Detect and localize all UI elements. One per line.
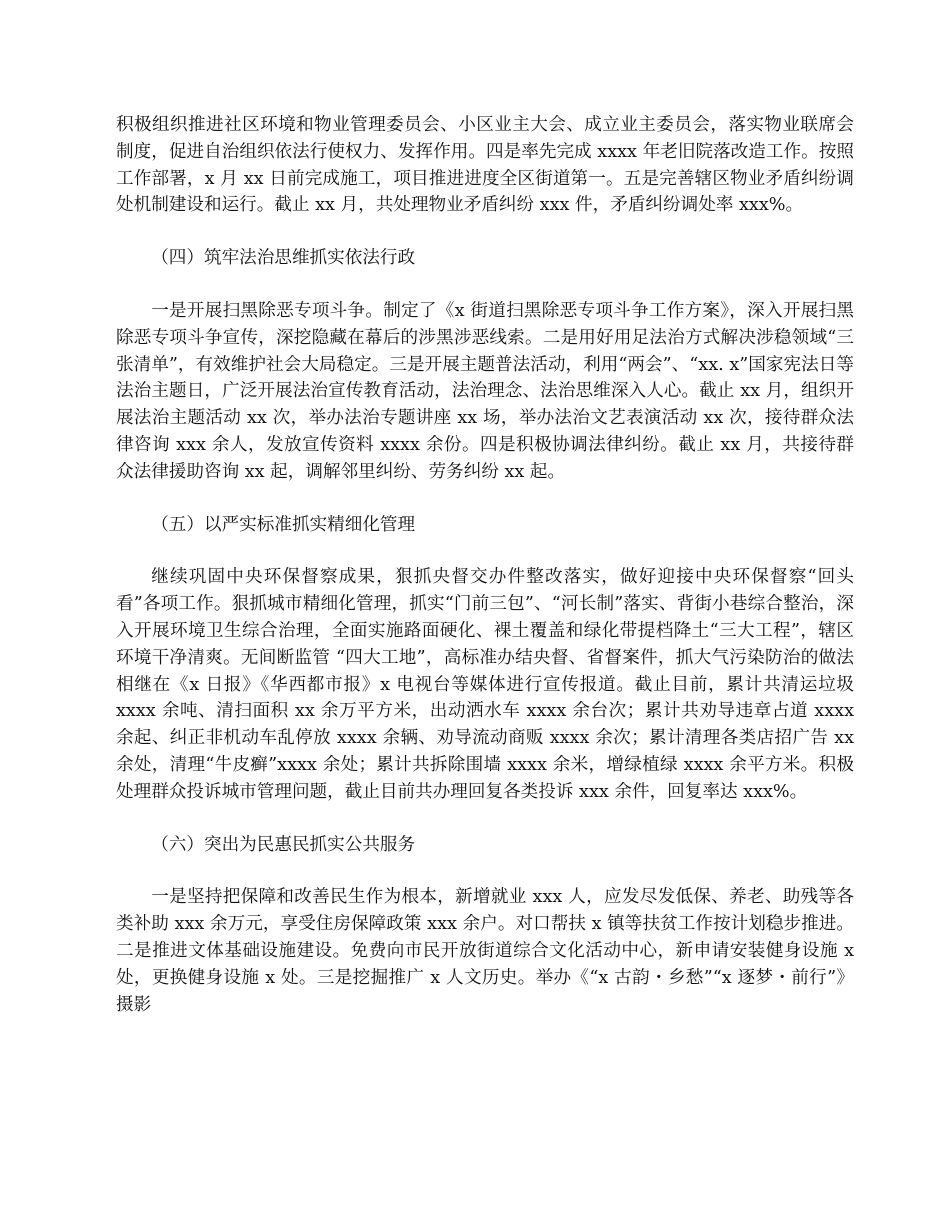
heading-refined-management: （五）以严实标准抓实精细化管理 bbox=[151, 514, 416, 535]
paragraph-public-service: 一是坚持把保障和改善民生作为根本，新增就业 xxx 人，应发尽发低保、养老、助残等各类补助 xxx 余万元，享受住房保障政策 xxx 余户。对口帮扶 x 镇等扶贫工作按计划稳步推进。二是推进文体基础设施建设。免费向市民开放街道综合文化活动中心，新申请安装健身设施 x 处，更换健身设施 x 处。三是挖掘推广 x 人文历史。举办《“x 古韵・乡愁”“x 逐梦・前行”》摄影 bbox=[116, 887, 854, 1015]
paragraph-rule-of-law: 一是开展扫黑除恶专项斗争。制定了《x 街道扫黑除恶专项斗争工作方案》，深入开展扫黑除恶专项斗争宣传，深挖隐藏在幕后的涉黑涉恶线索。二是用好用足法治方式解决涉稳领域“三张清单”，有效维护社会大局稳定。三是开展主题普法活动，利用“两会”、“xx. x”国家宪法日等法治主题日，广泛开展法治宣传教育活动，法治理念、法治思维深入人心。截止 xx 月，组织开展法治主题活动 xx 次，举办法治专题讲座 xx 场，举办法治文艺表演活动 xx 次，接待群众法律咨询 xxx 余人，发放宣传资料 xxxx 余份。四是积极协调法律纠纷。截止 xx 月，共接待群众法律援助咨询 xx 起，调解邻里纠纷、劳务纠纷 xx 起。 bbox=[116, 300, 854, 482]
paragraph-property-management: 积极组织推进社区环境和物业管理委员会、小区业主大会、成立业主委员会，落实物业联席会制度，促进自治组织依法行使权力、发挥作用。四是率先完成 xxxx 年老旧院落改造工作。按照工作部署，x 月 xx 日前完成施工，项目推进进度全区街道第一。五是完善辖区物业矛盾纠纷调处机制建设和运行。截止 xx 月，共处理物业矛盾纠纷 xxx 件，矛盾纠纷调处率 xxx%。 bbox=[116, 115, 854, 216]
heading-rule-of-law: （四）筑牢法治思维抓实依法行政 bbox=[151, 248, 416, 269]
heading-public-service: （六）突出为民惠民抓实公共服务 bbox=[151, 834, 416, 855]
paragraph-refined-management: 继续巩固中央环保督察成果，狠抓央督交办件整改落实，做好迎接中央环保督察“回头看”各项工作。狠抓城市精细化管理，抓实“门前三包”、“河长制”落实、背街小巷综合整治，深入开展环境卫生综合治理，全面实施路面硬化、裸土覆盖和绿化带提档降土“三大工程”，辖区环境干净清爽。无间断监管 “四大工地”，高标准办结央督、省督案件，抓大气污染防治的做法相继在《x 日报》《华西都市报》x 电视台等媒体进行宣传报道。截止目前，累计共清运垃圾 xxxx 余吨、清扫面积 xx 余万平方米，出动洒水车 xxxx 余台次；累计共劝导违章占道 xxxx 余起、纠正非机动车乱停放 xxxx 余辆、劝导流动商贩 xxxx 余次；累计清理各类店招广告 xx 余处，清理“牛皮癣”xxxx 余处；累计共拆除围墙 xxxx 余米，增绿植绿 xxxx 余平方米。积极处理群众投诉城市管理问题，截止目前共办理回复各类投诉 xxx 余件，回复率达 xxx%。 bbox=[116, 567, 854, 802]
